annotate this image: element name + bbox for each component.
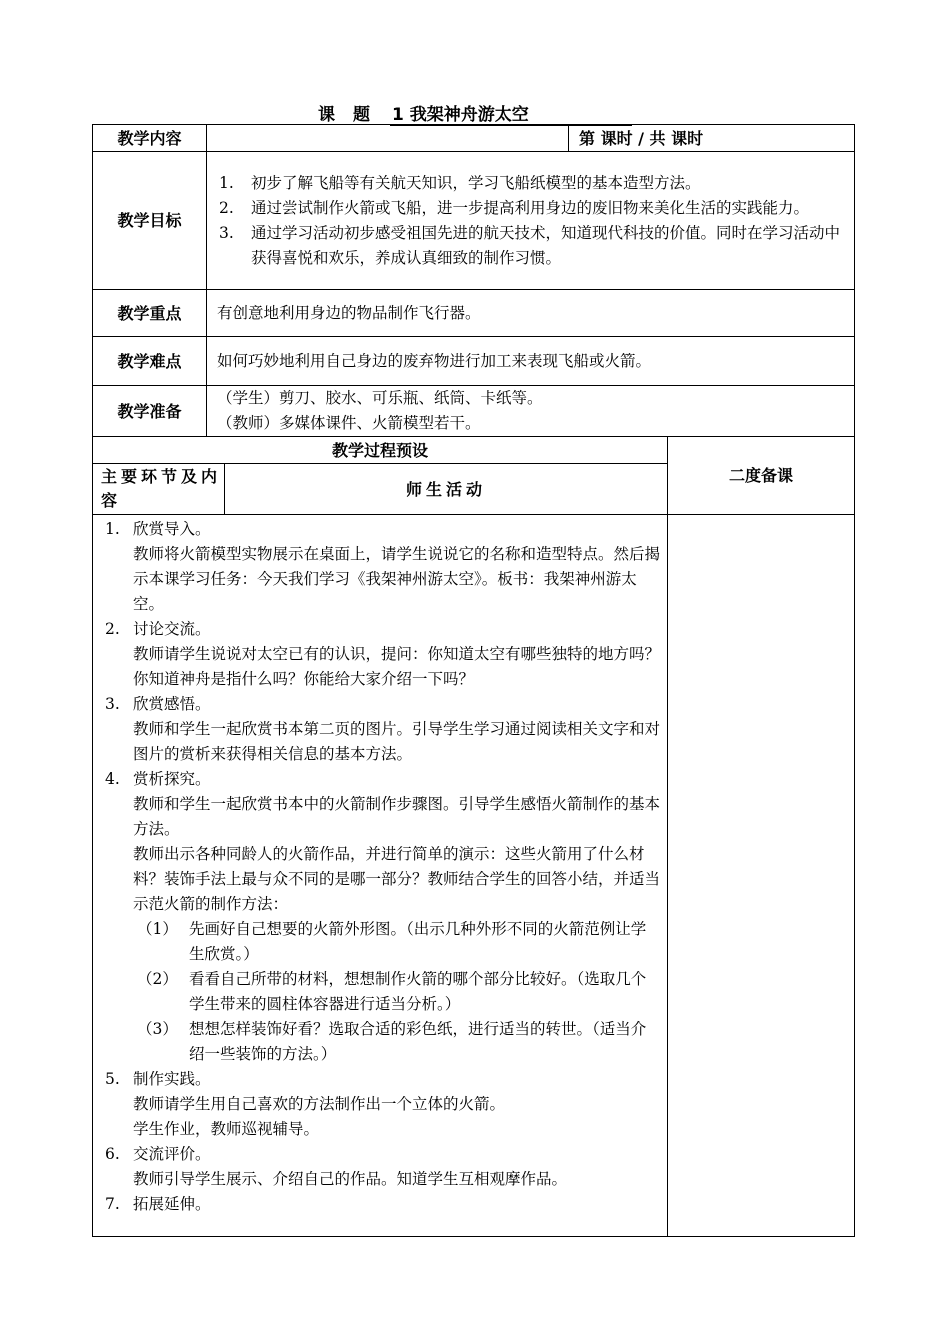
content-value: [207, 125, 569, 152]
step-text: 教师和学生一起欣赏书本第二页的图片。引导学生学习通过阅读相关文字和对图片的赏析来获得相关信息的基本方法。: [133, 720, 661, 763]
step-item: 3. 欣赏感悟。: [105, 695, 211, 713]
step-text: 教师请学生说说对太空已有的认识，提问：你知道太空有哪些独特的地方吗？你知道神舟是指什么吗？你能给大家介绍一下吗？: [133, 645, 661, 688]
goals-list: [207, 171, 854, 271]
substep-item: （1） 先画好自己想要的火箭外形图。（出示几种外形不同的火箭范例让学生欣赏。）: [137, 920, 647, 963]
title-label: 课 题: [318, 105, 376, 125]
substep-item: （2） 看看自己所带的材料，想想制作火箭的哪个部分比较好。（选取几个学生带来的圆柱体容器进行适当分析。）: [137, 970, 647, 1013]
prep-cell: [207, 386, 855, 437]
step-text: 教师将火箭模型实物展示在桌面上，请学生说说它的名称和造型特点。然后揭示本课学习任务：今天我们学习《我架神州游太空》。板书：我架神州游太空。: [133, 545, 661, 613]
content-label: 教学内容: [93, 125, 207, 152]
goal-item: 3. 通过学习活动初步感受祖国先进的航天技术，知道现代科技的价值。同时在学习活动中获得喜悦和欢乐，养成认真细致的制作习惯。: [219, 223, 841, 267]
process-heading: 教学过程预设: [93, 437, 668, 464]
prep-line-student: （学生）剪刀、胶水、可乐瓶、纸筒、卡纸等。: [217, 389, 543, 407]
second-prep-label: 二度备课: [668, 437, 855, 515]
step-item: 1. 欣赏导入。: [105, 520, 211, 538]
goal-item: 1. 初步了解飞船等有关航天知识，学习飞船纸模型的基本造型方法。: [219, 173, 701, 192]
lesson-title: [0, 100, 950, 126]
substep-item: （3） 想想怎样装饰好看？选取合适的彩色纸，进行适当的转世。（适当介绍一些装饰的方法。）: [137, 1020, 647, 1063]
step-item: 4. 赏析探究。: [105, 770, 211, 788]
step-text: 教师请学生用自己喜欢的方法制作出一个立体的火箭。: [133, 1095, 506, 1113]
key-point-label: 教学重点: [93, 290, 207, 337]
title-value: 1 我架神舟游太空: [390, 100, 632, 126]
step-item: 7. 拓展延伸。: [105, 1195, 211, 1213]
step-text: 教师和学生一起欣赏书本中的火箭制作步骤图。引导学生感悟火箭制作的基本方法。: [133, 795, 661, 838]
step-item: 2. 讨论交流。: [105, 620, 211, 638]
step-text: 教师出示各种同龄人的火箭作品，并进行简单的演示：这些火箭用了什么材料？装饰手法上最与众不同的是哪一部分？教师结合学生的回答小结，并适当示范火箭的制作方法：: [133, 845, 661, 913]
lesson-count-label: 第 课时 / 共 课时: [569, 125, 855, 152]
process-table: [92, 436, 855, 1237]
key-point-value: 有创意地利用身边的物品制作飞行器。: [207, 290, 855, 337]
second-prep-notes: [668, 515, 855, 1237]
prep-label: 教学准备: [93, 386, 207, 437]
goals-label: 教学目标: [93, 152, 207, 290]
process-content: [93, 515, 668, 1237]
col-activity-label: 师生活动: [225, 464, 668, 515]
step-item: 6. 交流评价。: [105, 1145, 211, 1163]
difficulty-label: 教学难点: [93, 337, 207, 386]
lesson-info-table: [92, 124, 855, 437]
col-main-steps-label: 主要环节及内容: [93, 464, 225, 515]
step-text: 教师引导学生展示、介绍自己的作品。知道学生互相观摩作品。: [133, 1170, 568, 1188]
step-text: 学生作业，教师巡视辅导。: [133, 1120, 320, 1138]
step-item: 5. 制作实践。: [105, 1070, 211, 1088]
prep-line-teacher: （教师）多媒体课件、火箭模型若干。: [217, 414, 481, 432]
goals-cell: [207, 152, 855, 290]
goal-item: 2. 通过尝试制作火箭或飞船，进一步提高利用身边的废旧物来美化生活的实践能力。: [219, 198, 810, 217]
difficulty-value: 如何巧妙地利用自己身边的废弃物进行加工来表现飞船或火箭。: [207, 337, 855, 386]
